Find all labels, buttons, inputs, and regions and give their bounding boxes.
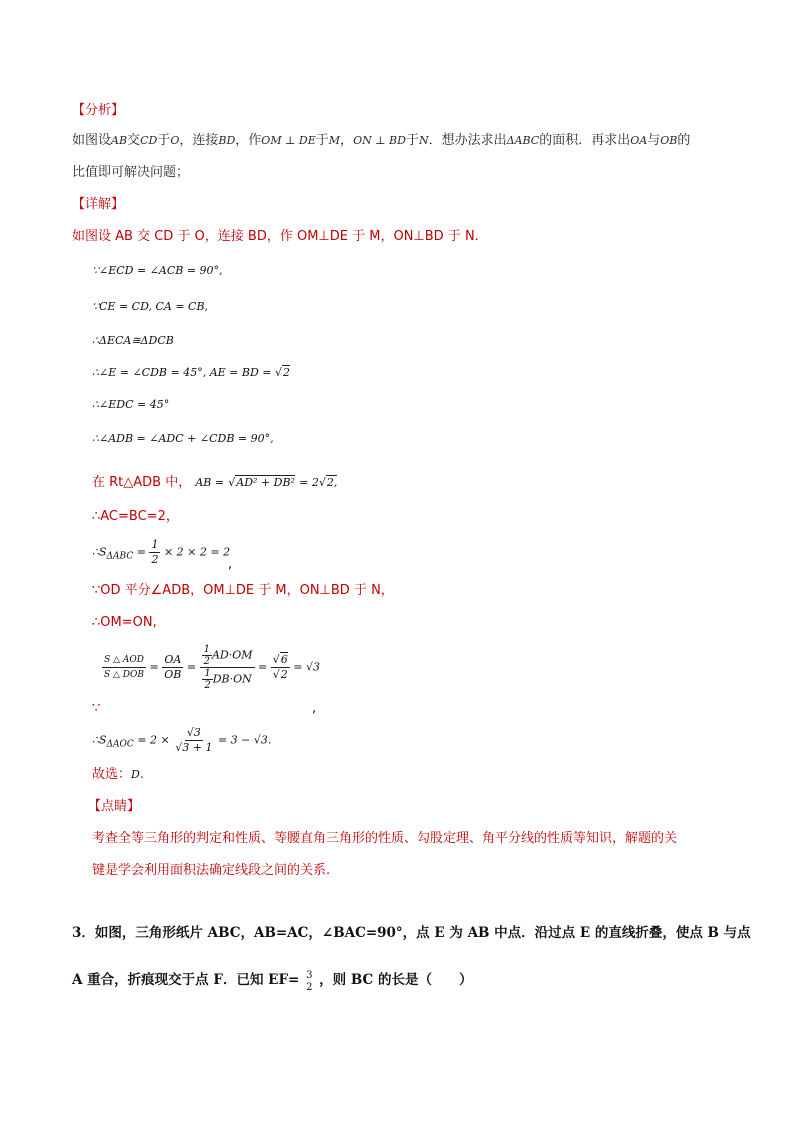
analysis-heading: 【分析】: [72, 103, 125, 118]
detail-step-13: $\therefore S_{\Delta AOC} = 2$ × $\frac{√3}{√3 + 1}$ = 3 − √3.: [92, 726, 272, 754]
detail-heading: 【详解】: [72, 197, 125, 212]
detail-step-10: ∵OD 平分∠ADB，OM⊥DE 于 M，ON⊥BD 于 N，: [92, 583, 394, 598]
question-3-line-2: A 重合，折痕现交于点 F．已知 EF= 3 2 ，则 BC 的长是（ ）: [72, 970, 473, 993]
detail-step-3: ∴ΔECA≅ΔDCB: [92, 334, 174, 347]
comment-heading: 【点睛】: [88, 799, 141, 814]
detail-step-12: $\frac{\text{S △ AOD}}{\text{S △ DOB}}$ = $\frac{OA}{OB}$ = $\frac{1}{2}$ AD·OM $\frac{1}{2}$ DB·ON = $\frac{√6}{√2}$ = √3: [104, 644, 320, 691]
detail-step-2: ∵CE = CD, CA = CB,: [92, 300, 209, 313]
detail-step-5: ∴∠EDC = 45°: [92, 398, 170, 411]
detail-step-8: ∴AC=BC=2，: [92, 509, 179, 524]
detail-step-7: 在 Rt△ADB 中， AB = √AD² + DB² = 2√2,: [92, 475, 338, 490]
detail-step-6: ∴∠ADB = ∠ADC + ∠CDB = 90°,: [92, 432, 274, 445]
comment-line-2: 键是学会利用面积法确定线段之间的关系.: [92, 863, 331, 878]
detail-intro: 如图设 AB 交 CD 于 O，连接 BD，作 OM⊥DE 于 M，ON⊥BD 于 N．: [72, 229, 488, 244]
detail-step-4: ∴∠E = ∠CDB = 45°, AE = BD = √2: [92, 366, 291, 379]
comment-line-1: 考查全等三角形的判定和性质、等腰直角三角形的性质、勾股定理、角平分线的性质等知识，解题的关: [92, 831, 678, 846]
detail-step-12-comma: ,: [312, 701, 317, 716]
detail-step-9-comma: ,: [228, 557, 233, 572]
question-3-line-1: 3．如图，三角形纸片 ABC，AB=AC，∠BAC=90°，点 E 为 AB 中点．沿过点 E 的直线折叠，使点 B 与点: [72, 925, 751, 941]
analysis-line-2: 比值即可解决问题；: [72, 165, 190, 180]
detail-step-11: ∴OM=ON,: [92, 615, 157, 630]
detail-step-9: $\therefore S_{\Delta ABC}$ = $\frac{1}{2}$ × 2 × 2 = 2: [92, 538, 231, 566]
detail-choice: 故选：D.: [92, 767, 144, 782]
detail-step-12-because: ∵: [92, 701, 101, 716]
analysis-line-1: 如图设AB交CD于O，连接BD，作OM ⊥ DE于M，ON ⊥ BD于N．想办法求出ΔABC的面积．再求出OA与OB的: [72, 133, 691, 148]
detail-step-1: ∵∠ECD = ∠ACB = 90°,: [92, 264, 223, 277]
